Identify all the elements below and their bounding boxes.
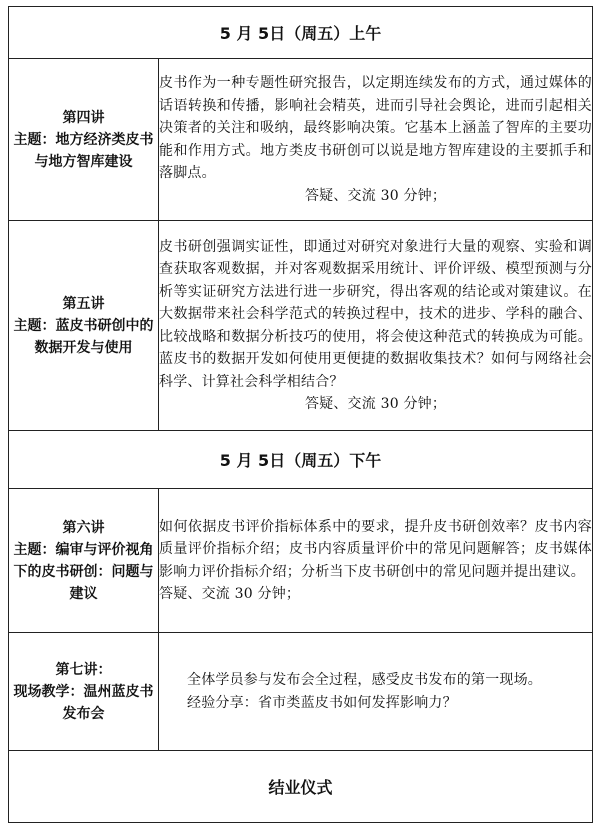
schedule-table <box>8 6 593 823</box>
lecture-description: 皮书研创强调实证性，即通过对研究对象进行大量的观察、实验和调查获取客观数据，并对客观数据采用统计、评价评级、模型预测与分析等实证研究方法进行进一步研究，得出客观的结论或对策建议。在大数据带来社会科学范式的转换过程中，技术的进步、学科的融合、比较战略和数据分析技巧的使用，将会使这种范式的转换成为可能。蓝皮书的数据开发如何使用更便捷的数据收集技术？如何与网络社会科学、计算社会科学相结合？ <box>159 238 592 390</box>
lecture-row <box>9 489 593 633</box>
lecture-description: 全体学员参与发布会全过程，感受皮书发布的第一现场。 <box>187 672 542 688</box>
closing-ceremony: 结业仪式 <box>9 751 593 823</box>
qa-note: 答疑、交流 30 分钟； <box>304 396 447 412</box>
section-header-row <box>9 431 593 489</box>
lecture-description: 如何依据皮书评价指标体系中的要求，提升皮书研创效率？皮书内容质量评价指标介绍；皮书内容质量评价中的常见问题解答；皮书媒体影响力评价指标介绍；分析当下皮书研创中的常见问题并提出建议。 <box>159 518 592 580</box>
lecture-title-cell <box>9 489 159 633</box>
lecture-description: 皮书作为一种专题性研究报告，以定期连续发布的方式，通过媒体的话语转换和传播，影响社会精英，进而引导社会舆论，进而引起相关决策者的关注和吸纳，最终影响决策。它基本上涵盖了智库的主要功能和作用方式。地方类皮书研创可以说是地方智库建设的主要抓手和落脚点。 <box>159 75 592 181</box>
lecture-number: 第六讲 <box>62 519 105 536</box>
section-header-afternoon: 5 月 5日（周五）下午 <box>9 431 593 489</box>
lecture-topic: 主题：蓝皮书研创中的数据开发与使用 <box>13 317 154 356</box>
lecture-description-cell <box>159 59 593 221</box>
experience-sharing: 经验分享：省市类蓝皮书如何发挥影响力？ <box>187 694 457 711</box>
lecture-description-cell <box>159 633 593 751</box>
section-header-row <box>9 7 593 59</box>
section-header-morning: 5 月 5日（周五）上午 <box>9 7 593 59</box>
qa-note: 答疑、交流 30 分钟； <box>159 586 301 602</box>
lecture-title-cell <box>9 59 159 221</box>
lecture-number: 第七讲： <box>55 661 112 678</box>
lecture-row <box>9 59 593 221</box>
lecture-topic: 现场教学：温州蓝皮书发布会 <box>13 683 154 722</box>
lecture-number: 第四讲 <box>62 109 105 126</box>
lecture-title-cell <box>9 633 159 751</box>
qa-note: 答疑、交流 30 分钟； <box>304 187 447 204</box>
lecture-description-cell <box>159 489 593 633</box>
lecture-topic: 主题：编审与评价视角下的皮书研创：问题与建议 <box>13 541 154 602</box>
lecture-description-cell <box>159 221 593 431</box>
closing-row <box>9 751 593 823</box>
lecture-number: 第五讲 <box>62 295 105 312</box>
lecture-topic: 主题：地方经济类皮书与地方智库建设 <box>13 131 154 170</box>
lecture-row <box>9 221 593 431</box>
lecture-title-cell <box>9 221 159 431</box>
lecture-row <box>9 633 593 751</box>
